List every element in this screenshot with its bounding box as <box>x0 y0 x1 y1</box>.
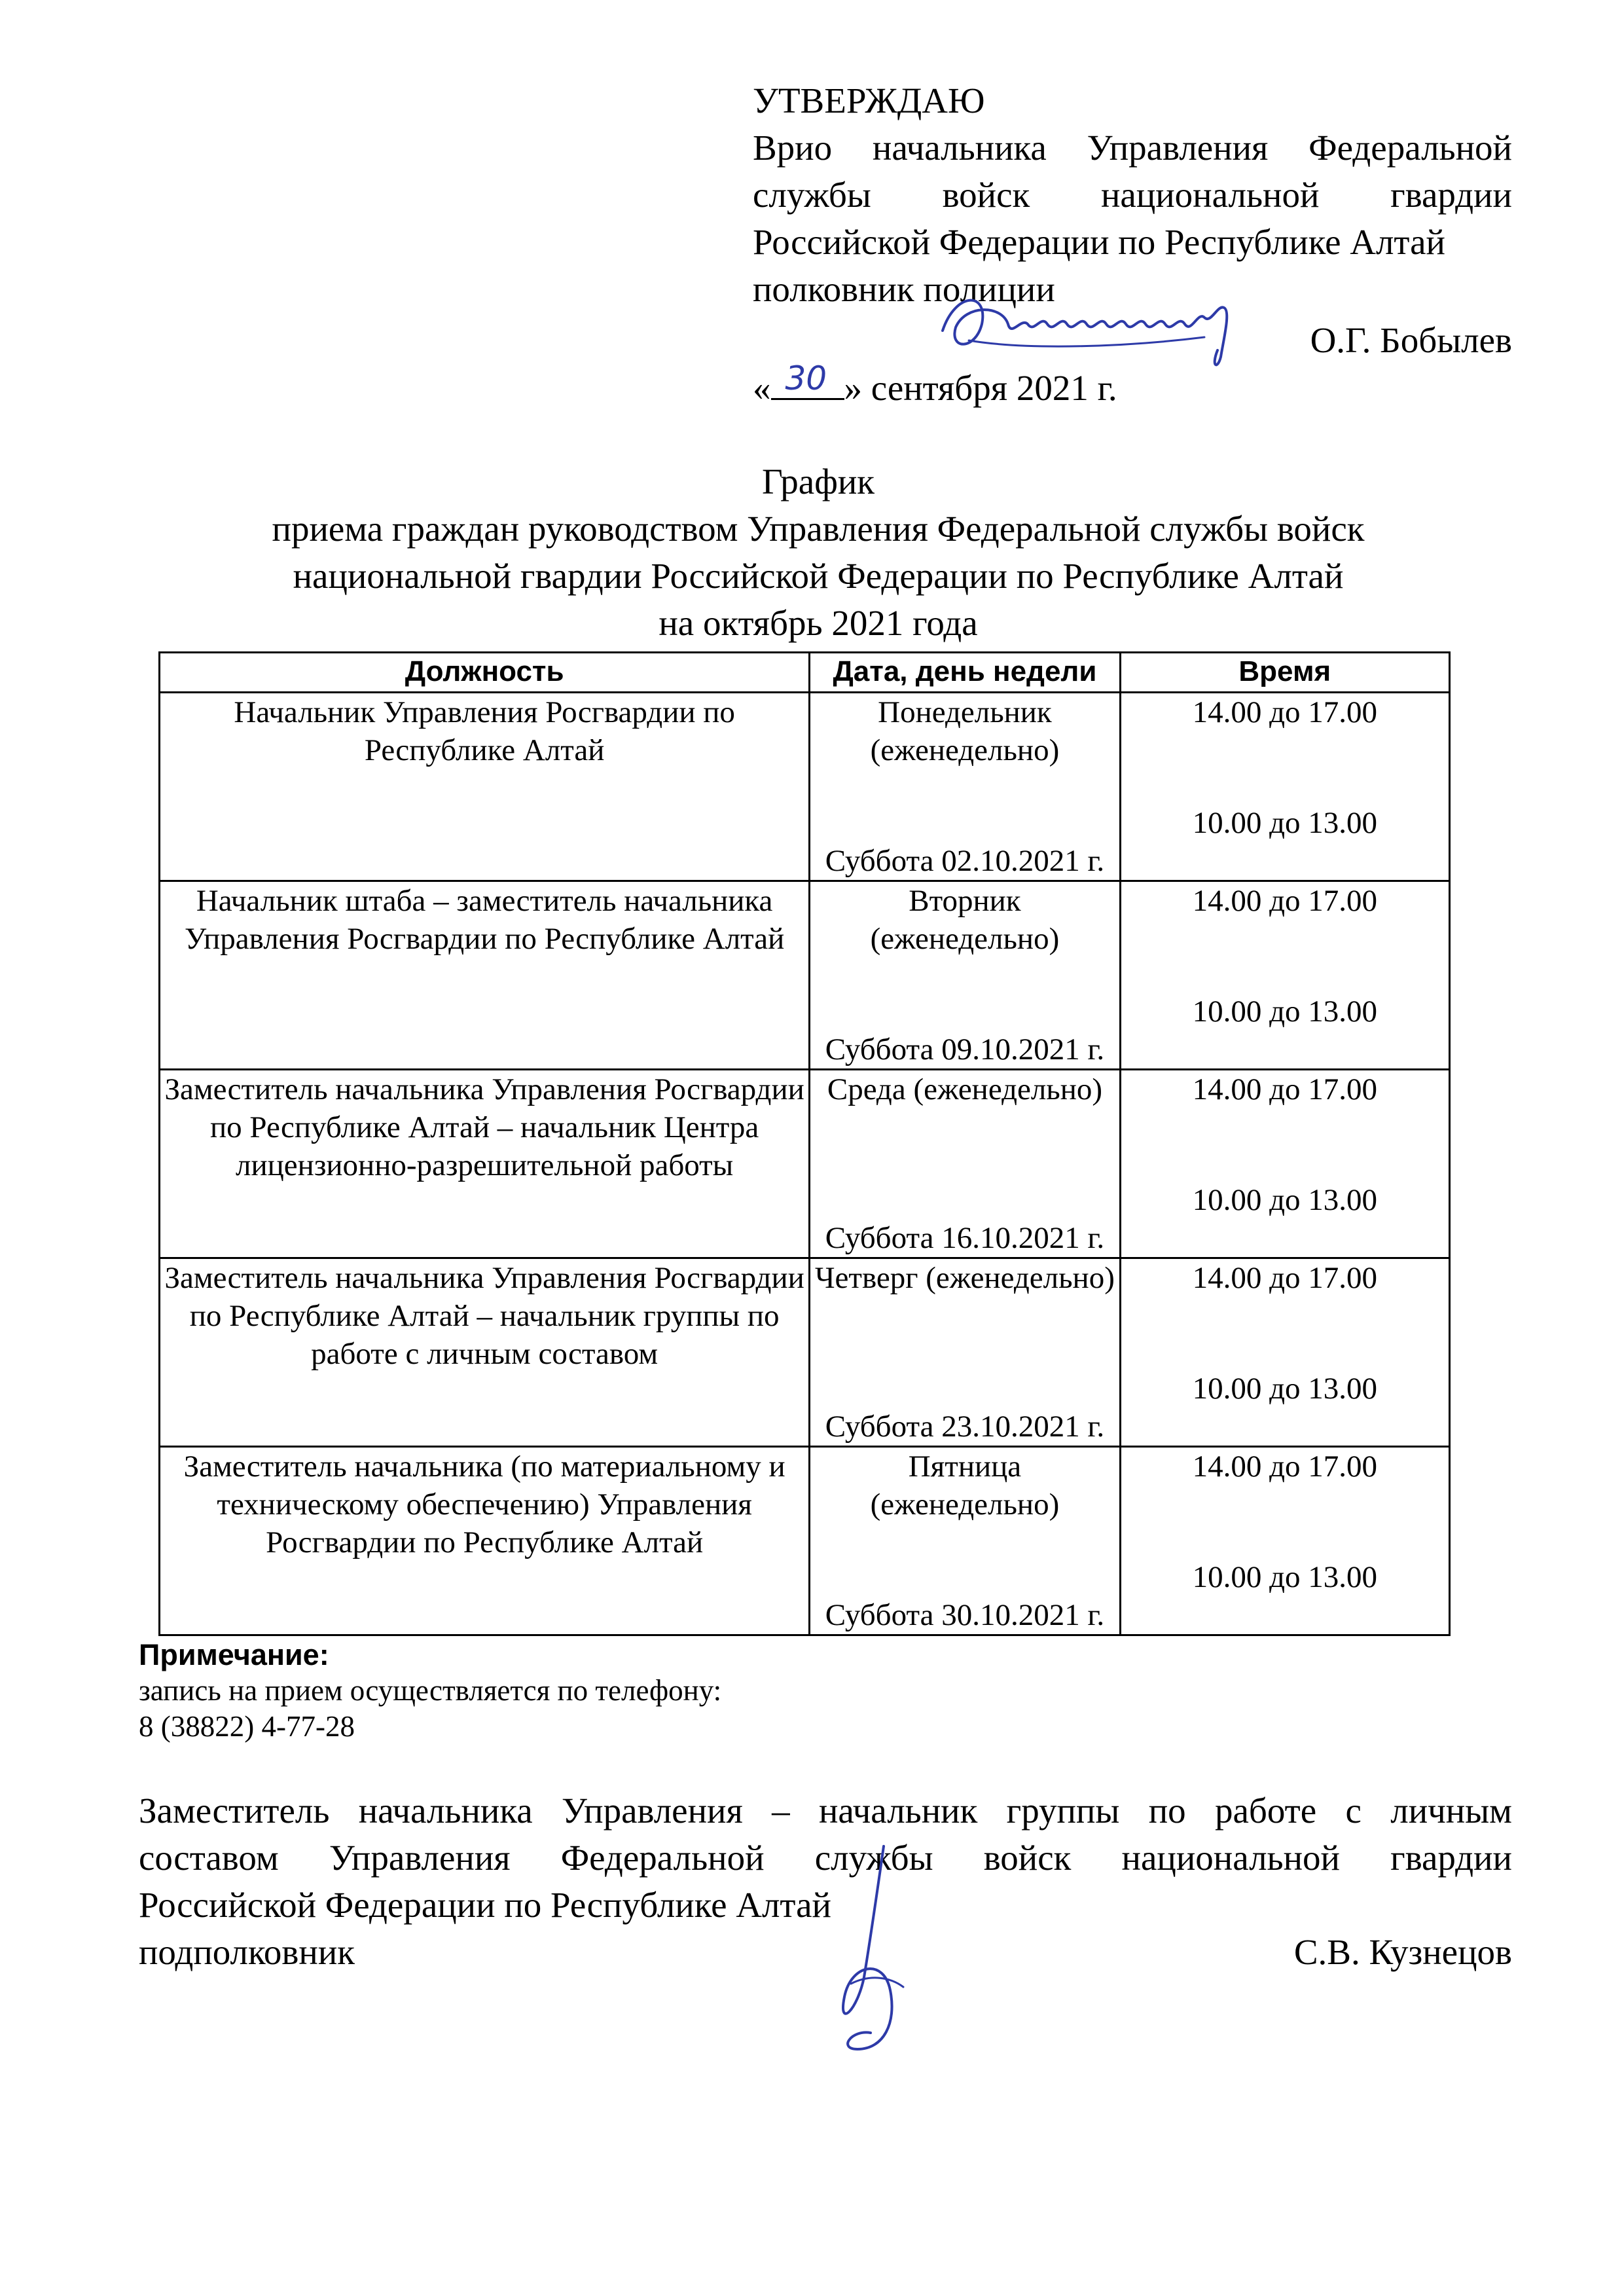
approval-heading: УТВЕРЖДАЮ <box>753 81 985 120</box>
cell-date <box>810 1447 1120 1635</box>
header-date: Дата, день недели <box>810 653 1120 693</box>
footer-rank: подполковник <box>139 1932 355 1972</box>
cell-time <box>1120 1258 1449 1447</box>
footer-line-1: Заместитель начальника Управления – начальник группы по работе с личным <box>139 1791 1512 1831</box>
footer-line-2: составом Управления Федеральной службы войск национальной гвардии <box>139 1838 1512 1878</box>
cell-position: Заместитель начальника Управления Росгвардии по Республике Алтай – начальник Центра лицензионно-разрешительной работы <box>160 1070 810 1258</box>
document-title <box>131 458 1506 647</box>
cell-weekday: Вторник (еженедельно) <box>870 884 1060 956</box>
cell-time <box>1120 1070 1449 1258</box>
cell-time <box>1120 881 1449 1070</box>
cell-time-saturday: 10.00 до 13.00 <box>1192 1560 1377 1594</box>
approval-date-open: « <box>753 368 771 408</box>
cell-weekday: Пятница (еженедельно) <box>870 1449 1060 1522</box>
signature-kuznetsov <box>812 1833 929 2069</box>
approval-date-rest: » сентября 2021 г. <box>844 368 1117 408</box>
cell-date <box>810 693 1120 881</box>
approval-date-day: 30 <box>785 359 827 397</box>
table-row <box>160 1070 1450 1258</box>
header-time: Время <box>1120 653 1449 693</box>
cell-saturday: Суббота 02.10.2021 г. <box>825 844 1105 878</box>
approval-position-line-1: Врио начальника Управления Федеральной <box>753 128 1512 168</box>
cell-time-weekday: 14.00 до 17.00 <box>1192 884 1377 918</box>
schedule-table <box>158 651 1451 1636</box>
cell-date <box>810 1070 1120 1258</box>
cell-time-weekday: 14.00 до 17.00 <box>1192 1261 1377 1295</box>
cell-weekday: Понедельник (еженедельно) <box>870 695 1060 767</box>
approval-signer-name: О.Г. Бобылев <box>1310 320 1512 360</box>
cell-time <box>1120 1447 1449 1635</box>
cell-weekday: Среда (еженедельно) <box>827 1072 1103 1106</box>
signature-bobylev <box>929 278 1270 376</box>
table-row <box>160 1447 1450 1635</box>
cell-position: Начальник штаба – заместитель начальника Управления Росгвардии по Республике Алтай <box>160 881 810 1070</box>
header-position: Должность <box>160 653 810 693</box>
cell-time-weekday: 14.00 до 17.00 <box>1192 1449 1377 1484</box>
cell-time-weekday: 14.00 до 17.00 <box>1192 1072 1377 1106</box>
cell-saturday: Суббота 16.10.2021 г. <box>825 1221 1105 1255</box>
table-row <box>160 693 1450 881</box>
title-line-2: приема граждан руководством Управления Федеральной службы войск <box>272 509 1365 549</box>
footer-line-3: Российской Федерации по Республике Алтай <box>139 1885 831 1925</box>
cell-position: Заместитель начальника (по материальному и техническому обеспечению) Управления Росгвардии по Республике Алтай <box>160 1447 810 1635</box>
title-line-3: национальной гвардии Российской Федерации по Республике Алтай <box>293 556 1344 596</box>
note-text: запись на прием осуществляется по телефону: <box>139 1674 722 1707</box>
table-header-row <box>160 653 1450 693</box>
cell-saturday: Суббота 30.10.2021 г. <box>825 1598 1105 1632</box>
table-row <box>160 1258 1450 1447</box>
cell-time <box>1120 693 1449 881</box>
cell-date <box>810 881 1120 1070</box>
note-heading: Примечание: <box>139 1638 329 1671</box>
cell-saturday: Суббота 09.10.2021 г. <box>825 1032 1105 1066</box>
approval-rank: полковник полиции <box>753 269 1055 309</box>
approval-position-line-2: службы войск национальной гвардии <box>753 175 1512 215</box>
cell-time-saturday: 10.00 до 13.00 <box>1192 994 1377 1029</box>
footer-signer-name: С.В. Кузнецов <box>1293 1932 1512 1972</box>
cell-time-saturday: 10.00 до 13.00 <box>1192 1372 1377 1406</box>
cell-date <box>810 1258 1120 1447</box>
cell-position: Заместитель начальника Управления Росгвардии по Республике Алтай – начальник группы по работе с личным составом <box>160 1258 810 1447</box>
note-block <box>139 1637 721 1745</box>
cell-weekday: Четверг (еженедельно) <box>815 1261 1115 1295</box>
note-phone: 8 (38822) 4-77-28 <box>139 1710 355 1743</box>
table-row <box>160 881 1450 1070</box>
cell-time-weekday: 14.00 до 17.00 <box>1192 695 1377 729</box>
cell-time-saturday: 10.00 до 13.00 <box>1192 806 1377 840</box>
cell-position: Начальник Управления Росгвардии по Республике Алтай <box>160 693 810 881</box>
cell-time-saturday: 10.00 до 13.00 <box>1192 1183 1377 1217</box>
approval-date-day-field <box>771 359 844 400</box>
approval-position-line-3: Российской Федерации по Республике Алтай <box>753 222 1445 262</box>
cell-saturday: Суббота 23.10.2021 г. <box>825 1410 1105 1444</box>
title-line-1: График <box>761 462 875 501</box>
title-line-4: на октябрь 2021 года <box>659 603 978 643</box>
